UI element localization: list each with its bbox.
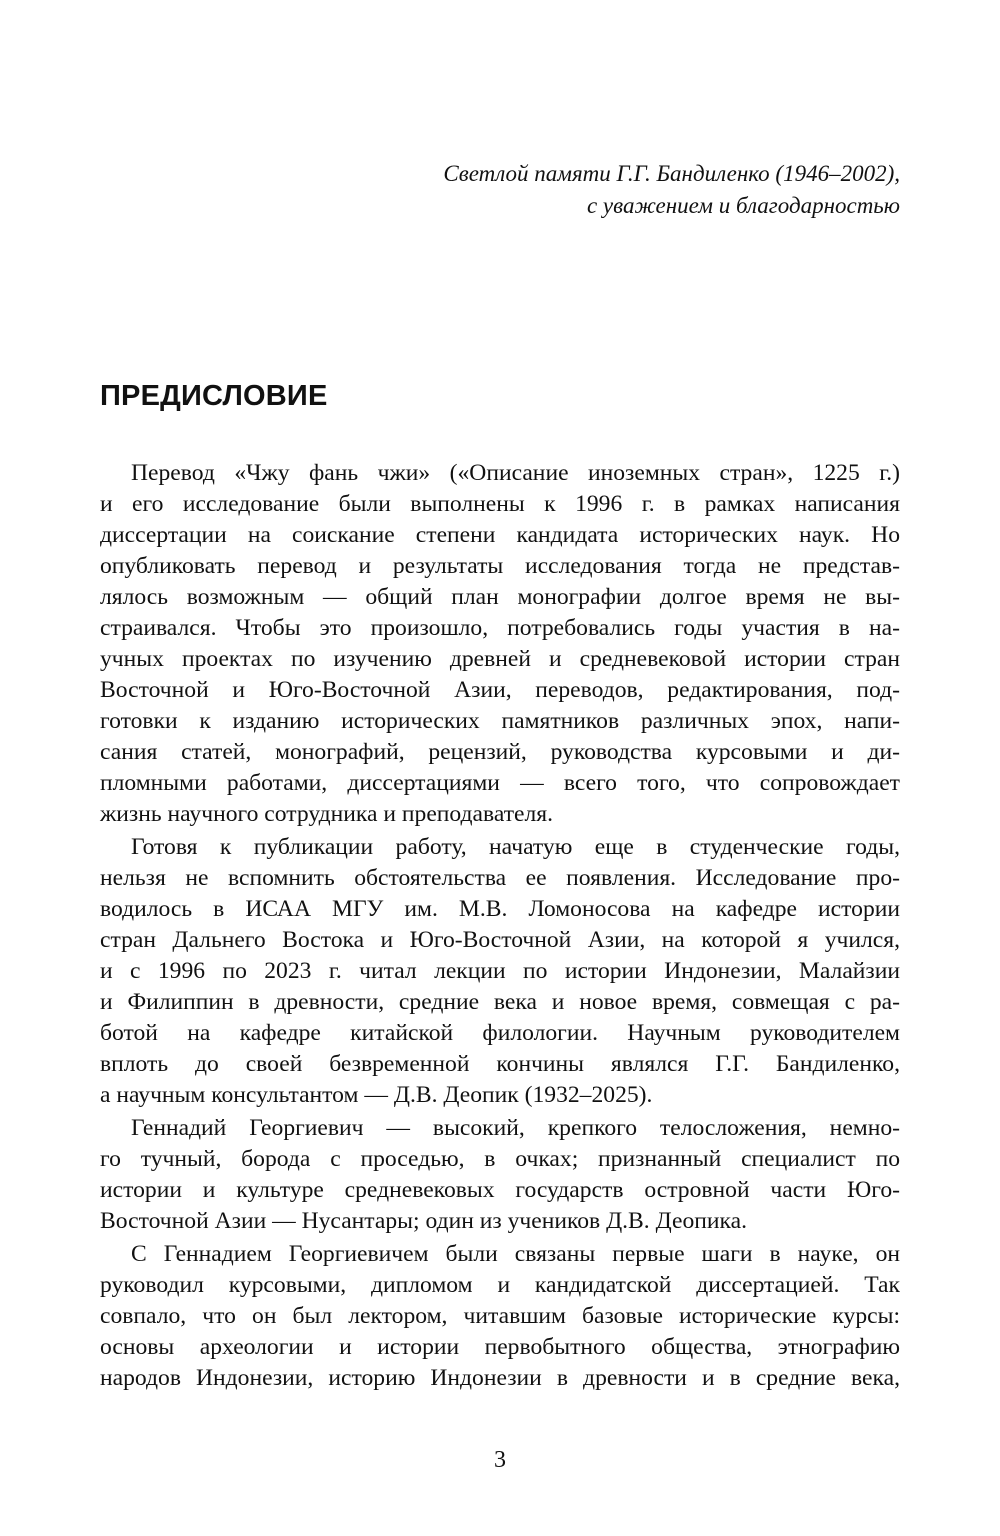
text-line: го тучный, борода с проседью, в очках; признанный специалист по bbox=[100, 1146, 900, 1172]
paragraph bbox=[100, 458, 900, 830]
text-line: водилось в ИСАА МГУ им. М.В. Ломоносова на кафедре истории bbox=[100, 896, 900, 922]
dedication bbox=[200, 158, 900, 222]
body-text bbox=[100, 458, 900, 1394]
text-line: учных проектах по изучению древней и средневековой истории стран bbox=[100, 646, 900, 672]
text-line: стран Дальнего Востока и Юго-Восточной Азии, на которой я учился, bbox=[100, 927, 900, 953]
chapter-heading: ПРЕДИСЛОВИЕ bbox=[100, 380, 328, 412]
text-line: вплоть до своей безвременной кончины являлся Г.Г. Бандиленко, bbox=[100, 1051, 900, 1077]
text-line: диссертации на соискание степени кандидата исторических наук. Но bbox=[100, 522, 900, 548]
text-line: Готовя к публикации работу, начатую еще в студенческие годы, bbox=[131, 834, 900, 860]
text-line: страивался. Чтобы это произошло, потребовались годы участия в на- bbox=[100, 615, 900, 641]
text-line: Геннадий Георгиевич — высокий, крепкого телосложения, немно- bbox=[131, 1115, 900, 1141]
text-line: пломными работами, диссертациями — всего того, что сопровождает bbox=[100, 770, 900, 796]
text-line: основы археологии и истории первобытного общества, этнографию bbox=[100, 1334, 900, 1360]
text-line: готовки к изданию исторических памятников различных эпох, напи- bbox=[100, 708, 900, 734]
text-line: С Геннадием Георгиевичем были связаны первые шаги в науке, он bbox=[131, 1241, 900, 1267]
page-number: 3 bbox=[494, 1447, 506, 1473]
text-line: сания статей, монографий, рецензий, руководства курсовыми и ди- bbox=[100, 739, 900, 765]
paragraph bbox=[100, 1113, 900, 1237]
text-line: нельзя не вспомнить обстоятельства ее появления. Исследование про- bbox=[100, 865, 900, 891]
text-line: Восточной Азии — Нусантары; один из учеников Д.В. Деопика. bbox=[100, 1208, 747, 1234]
paragraph bbox=[100, 832, 900, 1111]
text-line: опубликовать перевод и результаты исследования тогда не представ- bbox=[100, 553, 900, 579]
text-line: и с 1996 по 2023 г. читал лекции по истории Индонезии, Малайзии bbox=[100, 958, 900, 984]
text-line: народов Индонезии, историю Индонезии в древности и в средние века, bbox=[100, 1365, 900, 1391]
text-line: лялось возможным — общий план монографии долгое время не вы- bbox=[100, 584, 900, 610]
text-line: и его исследование были выполнены к 1996 г. в рамках написания bbox=[100, 491, 900, 517]
text-line: Перевод «Чжу фань чжи» («Описание иноземных стран», 1225 г.) bbox=[131, 460, 900, 486]
paragraph bbox=[100, 1239, 900, 1394]
text-line: руководил курсовыми, дипломом и кандидатской диссертацией. Так bbox=[100, 1272, 900, 1298]
text-line: ботой на кафедре китайской филологии. Научным руководителем bbox=[100, 1020, 900, 1046]
text-line: и Филиппин в древности, средние века и новое время, совмещая с ра- bbox=[100, 989, 900, 1015]
dedication-line-1: Светлой памяти Г.Г. Бандиленко (1946–2002), bbox=[443, 161, 900, 186]
text-line: а научным консультантом — Д.В. Деопик (1932–2025). bbox=[100, 1082, 653, 1108]
text-line: совпало, что он был лектором, читавшим базовые исторические курсы: bbox=[100, 1303, 900, 1329]
dedication-line-2: с уважением и благодарностью bbox=[586, 193, 900, 218]
text-line: жизнь научного сотрудника и преподавателя. bbox=[100, 801, 554, 827]
text-line: Восточной и Юго-Восточной Азии, переводов, редактирования, под- bbox=[100, 677, 900, 703]
text-line: истории и культуре средневековых государств островной части Юго- bbox=[100, 1177, 900, 1203]
